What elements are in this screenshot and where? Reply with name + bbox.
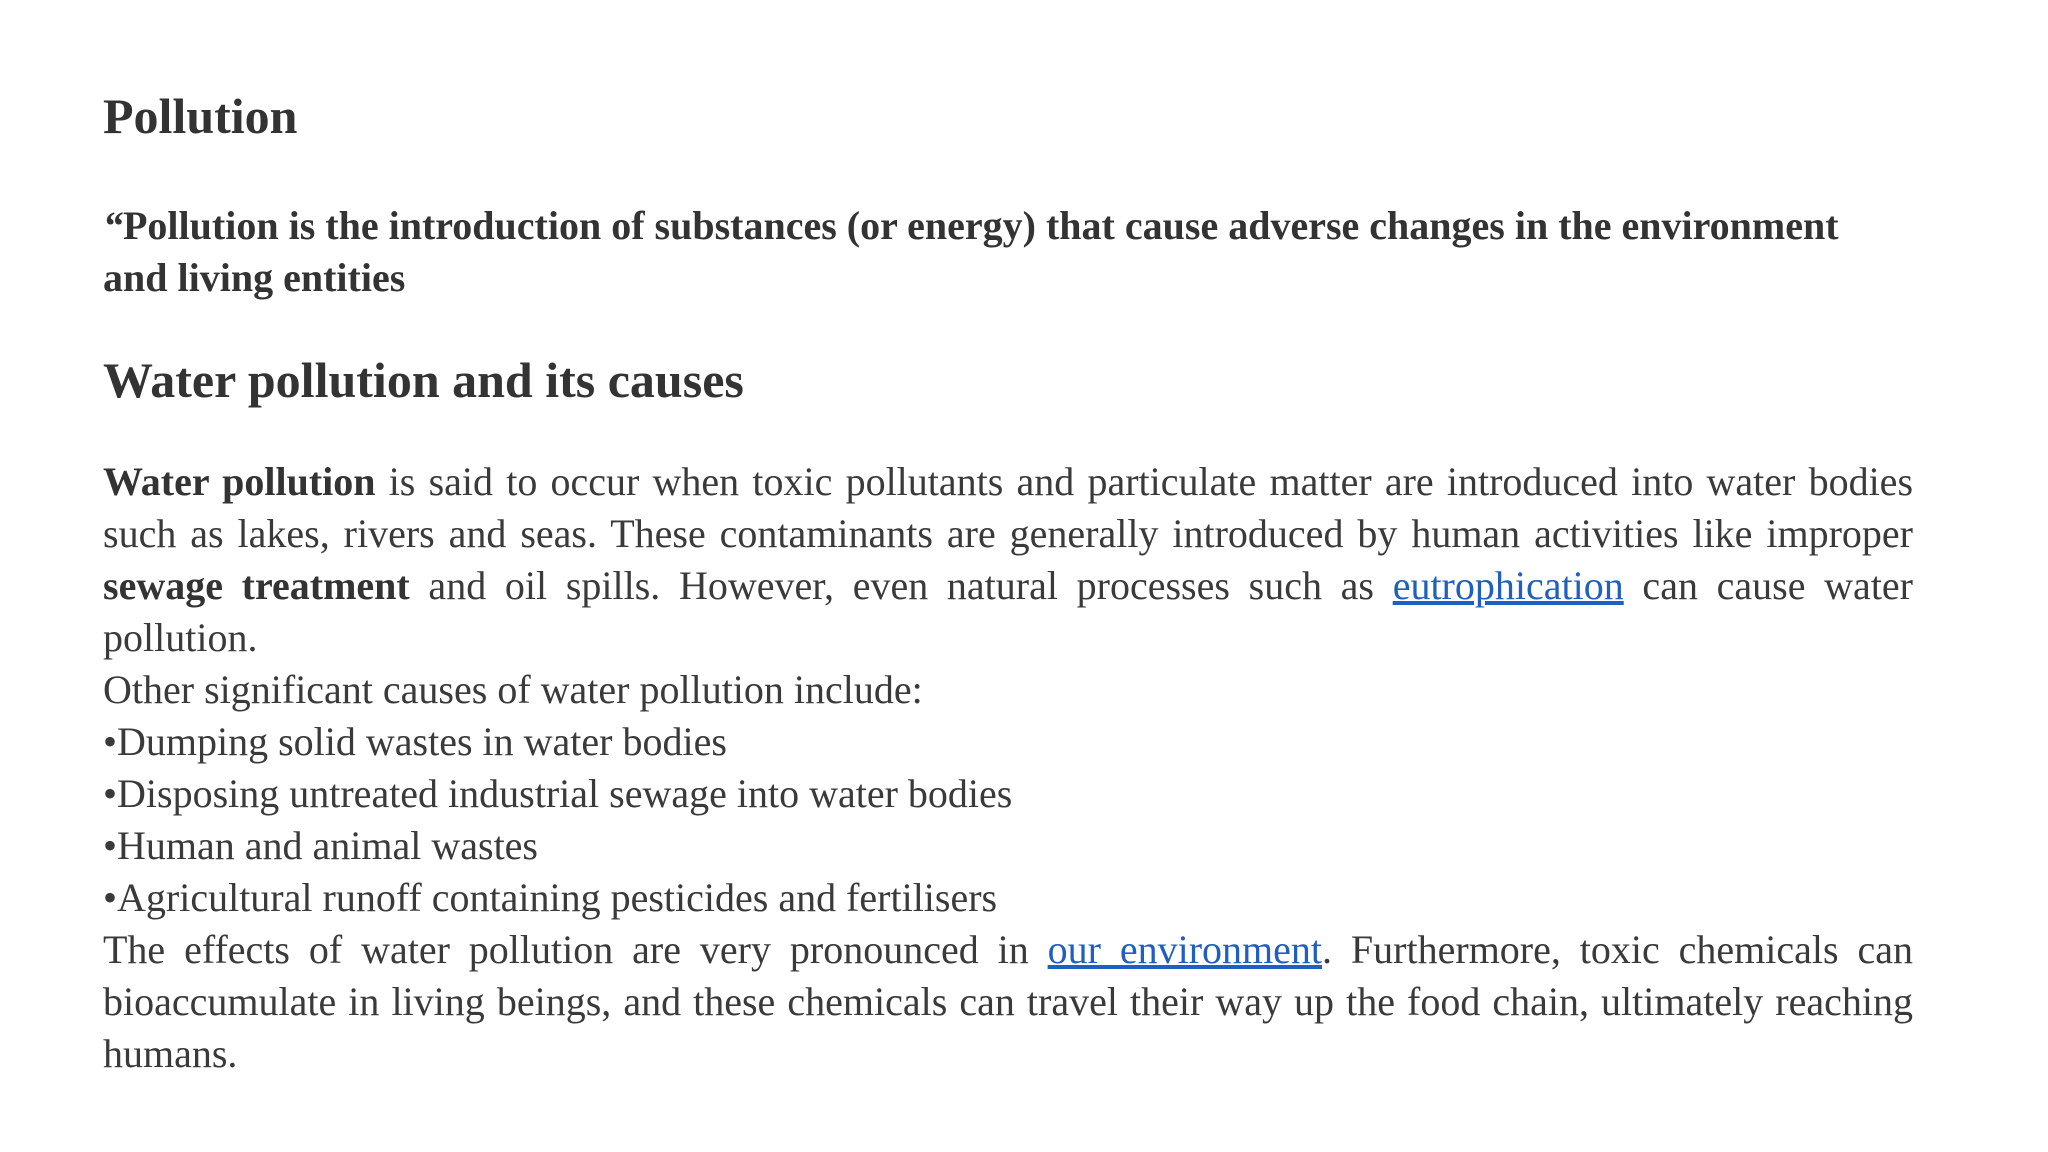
slide-content — [103, 80, 1913, 1080]
cause-item: •Human and animal wastes — [103, 823, 538, 868]
effects-text-2: . Furthermore, toxic chemicals can bioaccumulate in living beings, and these chemicals can travel their way up the food chain, ultimately reaching humans. — [103, 927, 1913, 1076]
intro-text-3: can cause water pollution. — [103, 563, 1914, 660]
open-quote-mark: “ — [103, 203, 123, 248]
effects-text-1: The effects of water pollution are very pronounced in — [103, 927, 1048, 972]
cause-item: •Agricultural runoff containing pesticides and fertilisers — [103, 875, 998, 920]
intro-paragraph — [103, 456, 1913, 664]
section-heading: Water pollution and its causes — [103, 352, 744, 408]
page-title: Pollution — [103, 88, 298, 144]
body-text — [103, 456, 1913, 1080]
intro-text-1: is said to occur when toxic pollutants and particulate matter are introduced into water bodies such as lakes, rivers and seas. These contaminants are generally introduced by human activities like improper — [103, 459, 1914, 556]
causes-intro: Other significant causes of water pollution include: — [103, 667, 923, 712]
cause-item: •Dumping solid wastes in water bodies — [103, 719, 727, 764]
pollution-definition — [103, 200, 1913, 304]
intro-text-2: and oil spills. However, even natural processes such as — [409, 563, 1393, 608]
definition-text: Pollution is the introduction of substances (or energy) that cause adverse changes in the environment and living entities — [103, 203, 1839, 300]
water-pollution-term: Water pollution — [103, 459, 376, 504]
eutrophication-link[interactable]: eutrophication — [1392, 563, 1624, 608]
cause-item: •Disposing untreated industrial sewage into water bodies — [103, 771, 1013, 816]
sewage-treatment-term: sewage treatment — [103, 563, 410, 608]
our-environment-link[interactable]: our environment — [1047, 927, 1323, 972]
effects-paragraph — [103, 924, 1913, 1080]
